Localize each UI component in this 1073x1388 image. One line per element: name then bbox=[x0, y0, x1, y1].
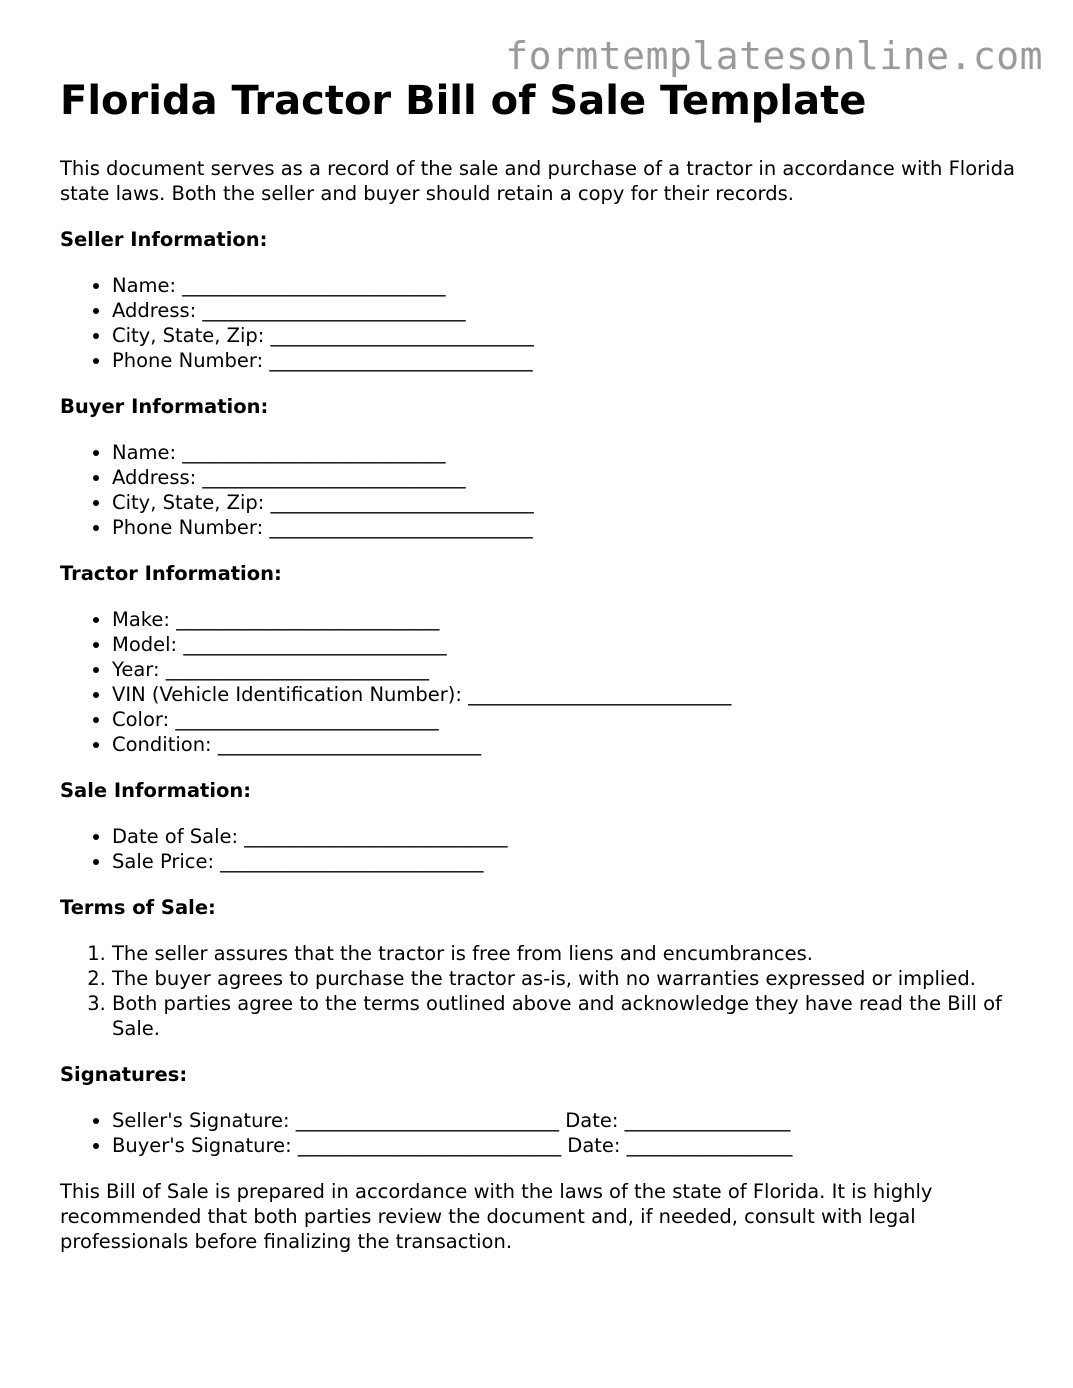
terms-list bbox=[60, 941, 1025, 1041]
seller-address-field: • Address: ___________________________ bbox=[112, 298, 1025, 323]
tractor-heading: Tractor Information: bbox=[60, 562, 282, 585]
signatures-heading: Signatures: bbox=[60, 1063, 188, 1086]
buyer-signature-field: • Buyer's Signature: ___________________________ Date: _________________ bbox=[112, 1133, 1025, 1158]
seller-heading: Seller Information: bbox=[60, 228, 268, 251]
tractor-model-field: • Model: ___________________________ bbox=[112, 632, 1025, 657]
tractor-make-field: • Make: ___________________________ bbox=[112, 607, 1025, 632]
tractor-vin-field: • VIN (Vehicle Identification Number): ___________________________ bbox=[112, 682, 1025, 707]
tractor-list bbox=[60, 607, 1025, 757]
sale-heading: Sale Information: bbox=[60, 779, 252, 802]
buyer-list bbox=[60, 440, 1025, 540]
watermark: formtemplatesonline.com bbox=[505, 34, 1043, 78]
sale-price-field: • Sale Price: ___________________________ bbox=[112, 849, 1025, 874]
signatures-list bbox=[60, 1108, 1025, 1158]
seller-city-state-zip-field: • City, State, Zip: ___________________________ bbox=[112, 323, 1025, 348]
seller-phone-field: • Phone Number: ___________________________ bbox=[112, 348, 1025, 373]
tractor-condition-field: • Condition: ___________________________ bbox=[112, 732, 1025, 757]
sale-date-field: • Date of Sale: ___________________________ bbox=[112, 824, 1025, 849]
sale-list bbox=[60, 824, 1025, 874]
terms-heading: Terms of Sale: bbox=[60, 896, 216, 919]
intro-paragraph: This document serves as a record of the sale and purchase of a tractor in accordance with Florida state laws. Both the seller and buyer should retain a copy for their records. bbox=[60, 157, 1015, 205]
tractor-color-field: • Color: ___________________________ bbox=[112, 707, 1025, 732]
buyer-heading: Buyer Information: bbox=[60, 395, 269, 418]
closing-paragraph: This Bill of Sale is prepared in accordance with the laws of the state of Florida. It is highly recommended that both parties review the document and, if needed, consult with legal professionals before finalizing the transaction. bbox=[60, 1180, 933, 1253]
seller-signature-field: • Seller's Signature: ___________________________ Date: _________________ bbox=[112, 1108, 1025, 1133]
buyer-city-state-zip-field: • City, State, Zip: ___________________________ bbox=[112, 490, 1025, 515]
buyer-name-field: • Name: ___________________________ bbox=[112, 440, 1025, 465]
buyer-address-field: • Address: ___________________________ bbox=[112, 465, 1025, 490]
terms-item: 3. Both parties agree to the terms outlined above and acknowledge they have read the Bill of Sale. bbox=[112, 991, 1025, 1041]
seller-name-field: • Name: ___________________________ bbox=[112, 273, 1025, 298]
buyer-phone-field: • Phone Number: ___________________________ bbox=[112, 515, 1025, 540]
document-page bbox=[60, 76, 1025, 1254]
terms-item: 2. The buyer agrees to purchase the tractor as-is, with no warranties expressed or implied. bbox=[112, 966, 1025, 991]
tractor-year-field: • Year: ___________________________ bbox=[112, 657, 1025, 682]
seller-list bbox=[60, 273, 1025, 373]
page-title: Florida Tractor Bill of Sale Template bbox=[60, 78, 867, 124]
terms-item: 1. The seller assures that the tractor is free from liens and encumbrances. bbox=[112, 941, 1025, 966]
